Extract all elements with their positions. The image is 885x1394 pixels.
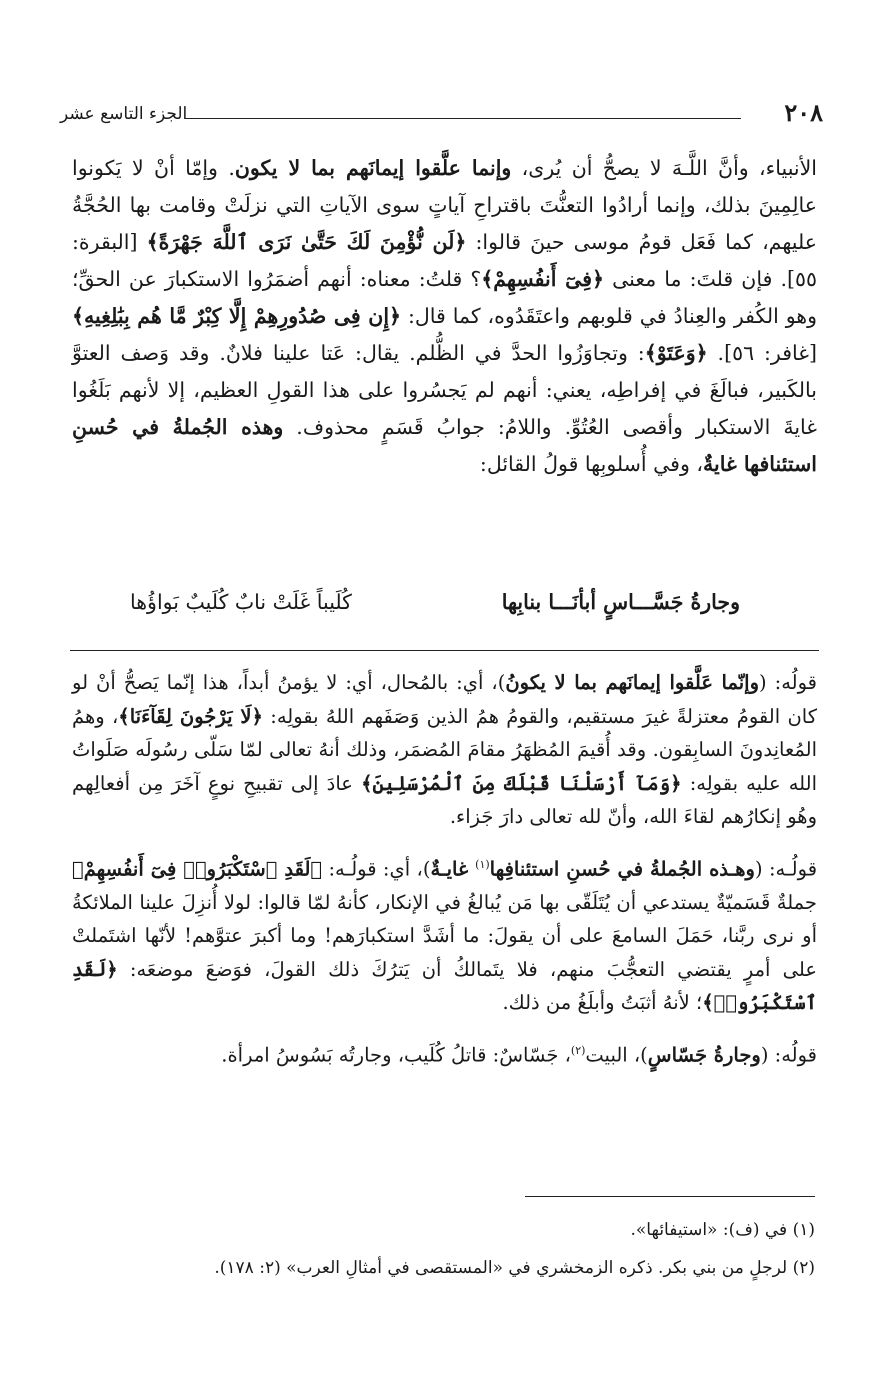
text-span: قولُه: ( bbox=[760, 1043, 817, 1066]
bold-phrase: وهـذه الجُملةُ في حُسنِ استئنافِها bbox=[489, 857, 755, 880]
commentary-paragraph bbox=[72, 1034, 817, 1072]
quran-quote: ﴿وَعَتَوْ﴾ bbox=[644, 341, 708, 365]
text-span: ، جَسّاسٌ: قاتلُ كُلَيب، وجارتُه بَسُوسُ امرأة. bbox=[221, 1043, 571, 1066]
verse-first-hemistich: وجارةُ جَسَّـــاسٍ أبأنَـــا بنابِها bbox=[501, 590, 740, 614]
quran-quote: ﴿لَقَدِ ٱسْتَكْبَرُوا۟﴾ bbox=[72, 957, 817, 1014]
footnote-1: (١) في (ف): «استيفائها». bbox=[630, 1220, 815, 1240]
text-span: [البقرة: ٥٥]. فإن قلتَ: ما معنى bbox=[72, 230, 817, 291]
text-divider bbox=[70, 650, 819, 651]
footnote-divider bbox=[525, 1196, 815, 1197]
text-span: )، أي: قولُـه: bbox=[322, 857, 431, 880]
text-span: [غافر: ٥٦]. bbox=[707, 341, 817, 365]
running-title: الجزء التاسع عشر bbox=[60, 104, 188, 124]
text-span: قولُه: ( bbox=[759, 671, 817, 694]
verse-second-hemistich: كُلَيباً غَلَتْ نابٌ كُلَيبٌ بَواؤُها bbox=[130, 590, 352, 614]
bold-phrase: وإنما علَّقوا إيمانَهم بما لا يكون bbox=[234, 156, 512, 180]
text-span: ، وهمُ المُعانِدونَ السابِقون. وقد أُقيمَ المُظهَرُ مقامَ المُضمَر، وذلك أنهُ تعالى لمّا سَلّى رسُولَه صَلَواتُ الله عليه بقولِه: bbox=[72, 704, 817, 795]
text-span: ؛ لأنهُ أثبَتُ وأبلَغُ من ذلك. bbox=[502, 991, 703, 1014]
quran-quote: ﴿لَا يَرْجُونَ لِقَآءَنَا﴾ bbox=[118, 704, 263, 728]
poetry-verse bbox=[130, 590, 740, 630]
running-header bbox=[60, 98, 823, 138]
main-paragraph bbox=[72, 150, 817, 483]
text-span: عادَ إلى تقبيحِ نوعٍ آخَرَ مِن أفعالِهم وهُو إنكارُهم لقاءَ الله، وأنّ لله تعالى دارَ جَزاء. bbox=[72, 771, 817, 828]
text-span: جملةٌ قَسَميّةٌ يستدعي أن يُتَلَقّى بها مَن يُبالغُ في الإنكار، كأنهُ لمّا قالوا: لولا أُنزِلَ علينا الملائكةُ أو نرى ربَّنا، حَمَلَ السامعَ على أن يقولَ: ما أشَدَّ استكبارَهم! وما أكبرَ عتوَّهم! لأنّها اشتَملتْ على أمرٍ يقتضي التعجُّبَ منهم، فلا يتَمالكُ أن يَترُكَ ذلك القولَ، فوَضعَ موضعَه: bbox=[72, 890, 817, 981]
text-span: . وإمّا أنْ لا يَكونوا عالِمِينَ بذلك، وإنما أرادُوا التعنُّتَ باقتراحِ آياتٍ سوى الآياتِ التي نزلَتْ وقامت بها الحُجَّةُ عليهم، كما فَعَل قومُ موسى حينَ قالوا: bbox=[72, 156, 817, 254]
footnotes bbox=[72, 1218, 815, 1294]
bold-phrase: وجارةُ جَسّاسٍ bbox=[647, 1043, 761, 1066]
quran-quote: ﴿إِن فِى صُدُورِهِمْ إِلَّا كِبْرٌ مَّا هُم بِبَٰلِغِيهِ﴾ bbox=[72, 304, 402, 328]
quran-quote: ﴿وَمَآ أَرْسَلْنَا قَبْلَكَ مِنَ ٱلْمُرْسَلِينَ﴾ bbox=[361, 771, 682, 795]
quran-quote: ﴿لَن نُّؤْمِنَ لَكَ حَتَّىٰ نَرَى ٱللَّهَ جَهْرَةً﴾ bbox=[146, 230, 467, 254]
main-text bbox=[72, 150, 817, 483]
commentary bbox=[72, 666, 817, 1086]
text-span: )، البيت bbox=[585, 1043, 648, 1066]
bold-phrase: وإنّما عَلَّقوا إيمانَهم بما لا يكونُ bbox=[505, 671, 760, 694]
quran-quote: ﴿فِىٓ أَنفُسِهِمْ﴾ bbox=[481, 267, 605, 291]
text-span: الأنبياء، وأنَّ اللَّـهَ لا يصحُّ أن يُرى، bbox=[511, 156, 817, 180]
bold-phrase: غايـةٌ bbox=[430, 857, 476, 880]
text-span: ؟ قلتُ: معناه: أنهم أضمَرُوا الاستكبارَ عن الحقِّ؛ وهو الكُفر والعِنادُ في قلوبهم واعتَقَدُوه، كما قال: bbox=[72, 267, 817, 328]
text-span: )، أي: بالمُحال، أي: لا يؤمنُ أبداً، هذا إنّما يَصحُّ أنْ لو كان القومُ معتزلةً غيرَ مستقيم، والقومُ همُ الذين وَصَفَهم اللهُ بقولِه: bbox=[72, 671, 817, 728]
footnote-2: (٢) لرجلٍ من بني بكر. ذكره الزمخشري في «المستقصى في أمثالِ العرب» (٢: ١٧٨). bbox=[214, 1258, 815, 1278]
commentary-paragraph bbox=[72, 848, 817, 1020]
text-span: قولُـه: ( bbox=[754, 857, 818, 880]
page-number: ٢٠٨ bbox=[784, 98, 823, 127]
text-span: ، وفي أُسلوبِها قولُ القائل: bbox=[479, 452, 704, 476]
footnote-ref[interactable]: (١) bbox=[475, 857, 490, 871]
commentary-paragraph bbox=[72, 666, 817, 834]
bold-phrase: وهذه الجُملةُ في حُسنِ استئنافها غايةٌ bbox=[72, 415, 817, 476]
footnote-ref[interactable]: (٢) bbox=[570, 1043, 586, 1057]
text-span: : وتجاوَزُوا الحدَّ في الظُّلم. يقال: عَتا علينا فلانٌ. وقد وَصف العتوَّ بالكَبير، فبالَغَ في إفراطِه، يعني: أنهم لم يَجسُروا على هذا القولِ العظيم، إلا لأنهم بَلَغُوا غايةَ الاستكبار وأقصى العُتُوِّ. واللامُ: جوابُ قَسَمٍ محذوف. bbox=[72, 341, 817, 439]
header-rule bbox=[185, 118, 741, 119]
quran-quote: ﴿لَقَدِ ٱسْتَكْبَرُوا۟ فِىٓ أَنفُسِهِمْ﴾ bbox=[72, 857, 323, 880]
